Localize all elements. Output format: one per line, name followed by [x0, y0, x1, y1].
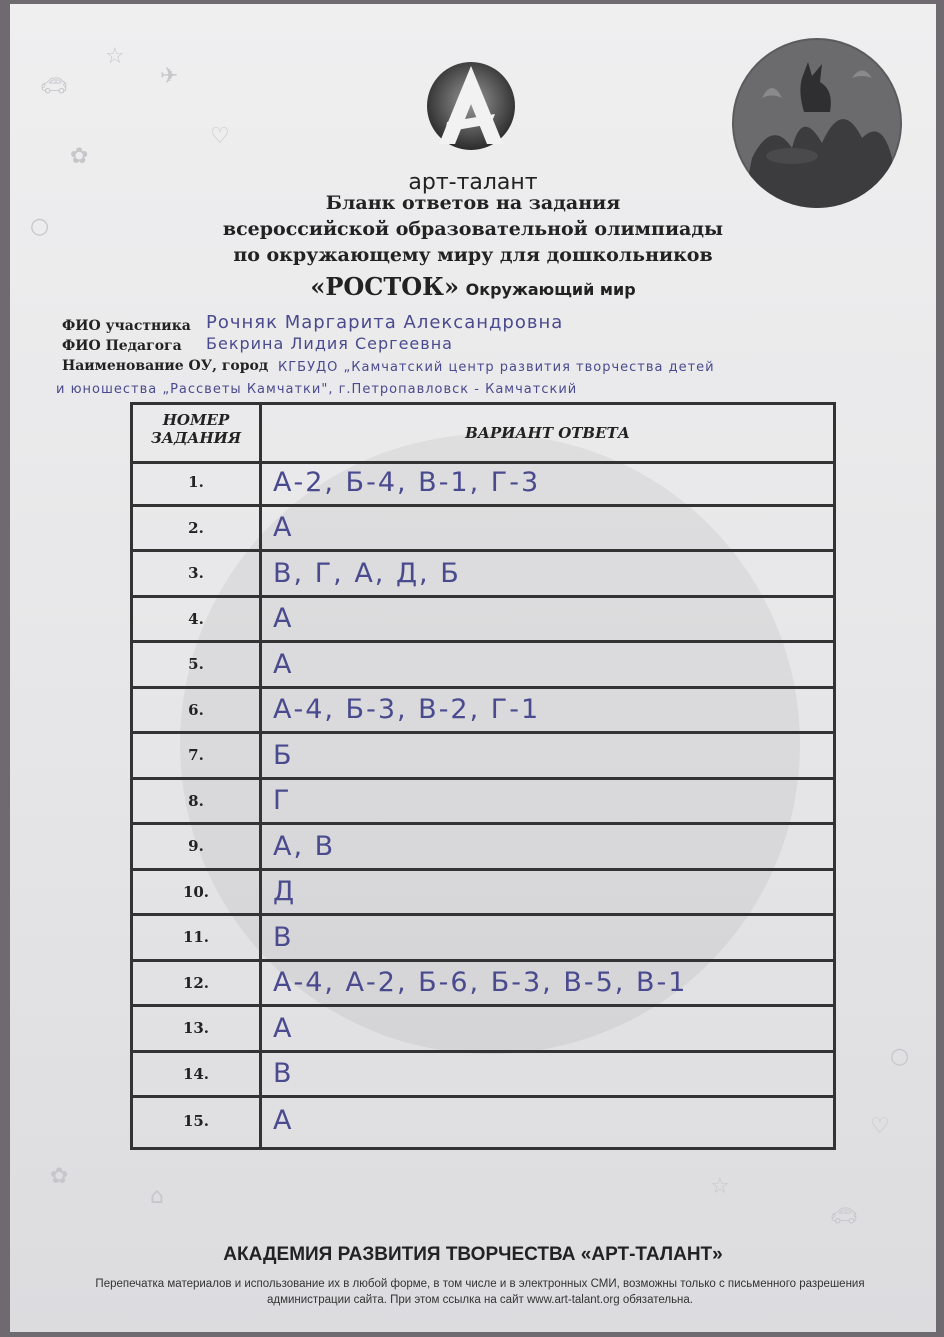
- task-number: 3.: [188, 564, 204, 583]
- art-talant-logo-icon: [425, 56, 517, 156]
- footer-note: Перепечатка материалов и использование их в любой форме, в том числе и в электронных СМИ, возможны только с письменного разрешения администрации сайта. При этом ссылка на сайт www.art-talant.org обязательна.: [95, 1278, 865, 1306]
- answer-text: А: [273, 1012, 294, 1044]
- task-number: 6.: [188, 700, 204, 719]
- task-number: 1.: [188, 473, 204, 492]
- task-number: 5.: [188, 655, 204, 674]
- table-header: [133, 405, 833, 464]
- task-number: 12.: [182, 973, 210, 992]
- table-row: [133, 962, 833, 1008]
- answer-text: В: [273, 1058, 294, 1090]
- olympiad-title: [10, 272, 936, 301]
- header-task-number-line-2: ЗАДАНИЯ: [150, 429, 242, 447]
- answer-text: А: [273, 1105, 294, 1137]
- answer-text: А-4, А-2, Б-6, Б-3, В-5, В-1: [273, 967, 688, 999]
- heart-doodle-icon: ♡: [870, 1114, 890, 1139]
- header-answer: ВАРИАНТ ОТВЕТА: [465, 424, 630, 442]
- car-doodle-icon: 🚗︎: [830, 1204, 858, 1229]
- answer-sheet: [10, 4, 936, 1332]
- table-row: [133, 916, 833, 962]
- title-line-1: Бланк ответов на задания: [325, 192, 621, 214]
- answer-text: А-2, Б-4, В-1, Г-3: [273, 466, 541, 498]
- table-row: [133, 1053, 833, 1099]
- heart-doodle-icon: ♡: [210, 124, 230, 149]
- task-number: 8.: [188, 791, 204, 810]
- task-number: 14.: [182, 1064, 210, 1083]
- organization-name-line-2: и юношества „Рассветы Камчатки", г.Петропавловск - Камчатский: [56, 382, 578, 397]
- answer-text: Г: [273, 785, 292, 817]
- table-row: [133, 780, 833, 826]
- table-row: [133, 507, 833, 553]
- task-number: 2.: [188, 518, 204, 537]
- table-row: [133, 552, 833, 598]
- table-row: [133, 689, 833, 735]
- car-doodle-icon: 🚗︎: [40, 74, 68, 99]
- title-line-3: по окружающему миру для дошкольников: [233, 244, 713, 266]
- table-row: [133, 734, 833, 780]
- table-row: [133, 871, 833, 917]
- answer-text: А: [273, 648, 294, 680]
- house-doodle-icon: ⌂: [150, 1184, 164, 1209]
- table-row: [133, 1007, 833, 1053]
- task-number: 10.: [182, 882, 210, 901]
- table-row: [133, 825, 833, 871]
- header-task-number: [133, 405, 259, 467]
- answer-text: А: [273, 512, 294, 544]
- header-task-number-line-1: НОМЕР: [162, 411, 230, 429]
- organization-label: Наименование ОУ, город: [62, 358, 269, 374]
- answer-text: Д: [273, 876, 297, 908]
- flower-doodle-icon: ✿: [70, 144, 89, 169]
- answer-text: В: [273, 921, 294, 953]
- flower-doodle-icon: ✿: [50, 1164, 69, 1189]
- answer-text: А, В: [273, 830, 336, 862]
- teacher-name: Бекрина Лидия Сергеевна: [206, 334, 453, 353]
- answer-text: Б: [273, 739, 294, 771]
- answers-table: [130, 402, 836, 1150]
- table-row: [133, 598, 833, 644]
- participant-label: ФИО участника: [62, 318, 191, 334]
- star-doodle-icon: ☆: [710, 1174, 730, 1199]
- task-number: 9.: [188, 837, 204, 856]
- answer-text: А-4, Б-3, В-2, Г-1: [273, 694, 541, 726]
- star-doodle-icon: ☆: [105, 44, 125, 69]
- balloon-doodle-icon: ○: [890, 1044, 910, 1069]
- nature-illustration-icon: [732, 38, 902, 208]
- task-number: 4.: [188, 609, 204, 628]
- table-row: [133, 461, 833, 507]
- task-number: 15.: [182, 1111, 210, 1130]
- task-number: 11.: [182, 928, 210, 947]
- task-number: 13.: [182, 1019, 210, 1038]
- answer-text: В, Г, А, Д, Б: [273, 557, 461, 589]
- balloon-doodle-icon: ○: [30, 214, 50, 239]
- organization-name-line-1: КГБУДО „Камчатский центр развития творчества детей: [278, 360, 715, 375]
- olympiad-name: «РОСТОК»: [310, 272, 459, 301]
- brand-name: арт-талант: [408, 170, 538, 195]
- teacher-label: ФИО Педагога: [62, 338, 182, 354]
- olympiad-subject: Окружающий мир: [465, 280, 636, 299]
- answer-text: А: [273, 603, 294, 635]
- footer-title: АКАДЕМИЯ РАЗВИТИЯ ТВОРЧЕСТВА «АРТ-ТАЛАНТ»: [223, 1244, 723, 1265]
- participant-name: Рочняк Маргарита Александровна: [206, 312, 564, 333]
- table-row: [133, 1098, 833, 1144]
- rocket-doodle-icon: ✈︎: [160, 64, 179, 89]
- task-number: 7.: [188, 746, 204, 765]
- table-row: [133, 643, 833, 689]
- title-line-2: всероссийской образовательной олимпиады: [222, 218, 724, 240]
